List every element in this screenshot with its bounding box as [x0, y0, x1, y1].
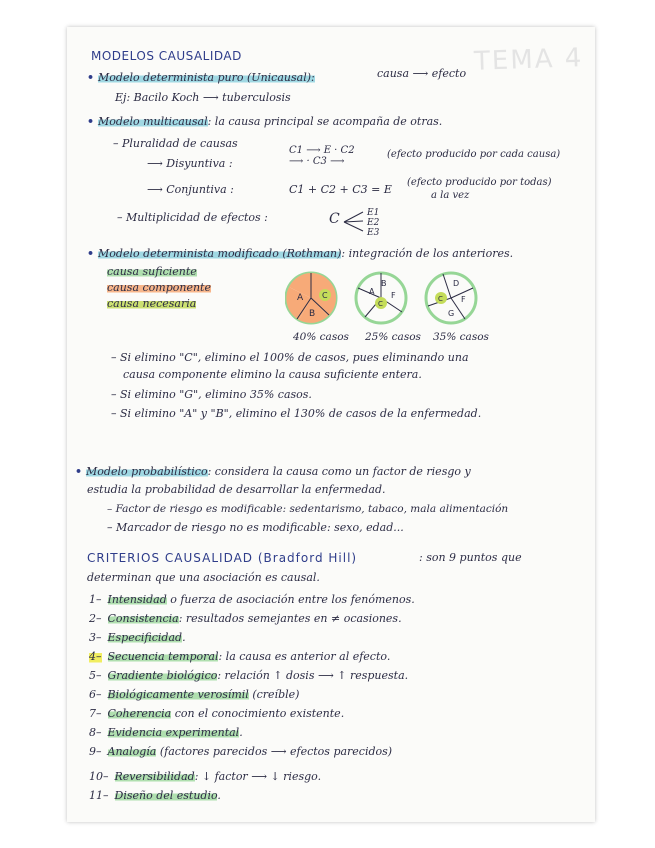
pie-3	[426, 273, 476, 323]
probabilistico-label: Modelo probabilístico	[86, 465, 208, 478]
probabilistico-text-2: estudia la probabilidad de desarrollar la enfermedad.	[87, 483, 386, 496]
criterio-term: Evidencia experimental	[107, 726, 240, 739]
bullet-icon: •	[87, 247, 95, 260]
multiplicidad-arrows-icon	[343, 207, 367, 237]
criterio-number: 4–	[89, 650, 102, 663]
marcador-riesgo: – Marcador de riesgo no es modificable: sexo, edad...	[107, 521, 404, 534]
criterio-number: 9–	[89, 745, 102, 758]
criterio-term: Biológicamente verosímil	[107, 688, 249, 701]
bullet-icon: •	[87, 115, 95, 128]
pie-1	[286, 273, 336, 323]
multiplicidad-e3: E3	[367, 228, 380, 238]
determinista-example: Ej: Bacilo Koch ⟶ tuberculosis	[115, 91, 291, 104]
criterio-term: Secuencia temporal	[107, 650, 219, 663]
criterio-term: Analogía	[107, 745, 157, 758]
probabilistico-text-1: : considera la causa como un factor de riesgo y	[207, 465, 471, 478]
pie-3-label-f: F	[461, 295, 466, 304]
disyuntiva-formula: C1 ⟶ E · C2 ⟶ · C3 ⟶	[289, 145, 355, 167]
criterio-description: .	[217, 789, 221, 802]
modificado-text: : integración de los anteriores.	[341, 247, 514, 260]
bullet-icon: •	[75, 465, 83, 478]
disyuntiva-label: ⟶ Disyuntiva :	[147, 157, 233, 170]
multiplicidad-e2: E2	[367, 218, 380, 228]
criterio-item	[89, 789, 221, 802]
modificado-line	[87, 247, 513, 260]
criterio-number: 3–	[89, 631, 102, 644]
legend-necesaria: causa necesaria	[107, 297, 197, 310]
factor-riesgo: – Factor de riesgo es modificable: sedentarismo, tabaco, mala alimentación	[107, 503, 509, 515]
criterio-description: (factores parecidos ⟶ efectos parecidos)	[156, 745, 393, 758]
pie-3-label-c: C	[438, 295, 443, 303]
criterio-description: (creíble)	[248, 688, 300, 701]
criterio-item	[89, 688, 299, 701]
pie-1-label-b: B	[309, 309, 316, 319]
rothman-note-3: – Si elimino "A" y "B", elimino el 130% de casos de la enfermedad.	[111, 407, 482, 420]
pie-1-label-c: C	[322, 291, 328, 300]
pie-2-percent: 25% casos	[365, 331, 421, 343]
criterio-term: Intensidad	[107, 593, 167, 606]
criterio-description: : la causa es anterior al efecto.	[218, 650, 391, 663]
criterio-description: o fuerza de asociación entre los fenómenos.	[166, 593, 415, 606]
criterio-description: : ↓ factor ⟶ ↓ riesgo.	[194, 770, 322, 783]
multiplicidad-cause: C	[329, 211, 340, 227]
criterio-item	[89, 631, 186, 644]
legend-componente: causa componente	[107, 281, 211, 294]
conjuntiva-label: ⟶ Conjuntiva :	[147, 183, 234, 196]
rothman-note-1a: – Si elimino "C", elimino el 100% de casos, pues eliminando una	[111, 351, 469, 364]
multicausal-text: : la causa principal se acompaña de otras.	[207, 115, 443, 128]
criterio-description: : resultados semejantes en ≠ ocasiones.	[178, 612, 402, 625]
criterio-number: 2–	[89, 612, 102, 625]
pluralidad-line: – Pluralidad de causas	[113, 137, 238, 150]
criterio-term: Coherencia	[107, 707, 172, 720]
criterio-term: Consistencia	[107, 612, 179, 625]
bleed-through-text: TEMA 4	[473, 43, 584, 77]
notebook-page	[67, 27, 595, 822]
pie-3-label-d: D	[453, 279, 460, 288]
criterio-term: Diseño del estudio	[114, 789, 218, 802]
criterio-description: con el conocimiento existente.	[171, 707, 345, 720]
criterio-item	[89, 612, 402, 625]
criterios-intro-1: : son 9 puntos que	[419, 551, 522, 564]
determinista-formula: causa ⟶ efecto	[377, 67, 467, 80]
criterio-item	[89, 745, 392, 758]
criterio-item	[89, 593, 415, 606]
criterios-intro-2: determinan que una asociación es causal.	[87, 571, 320, 584]
criterio-item	[89, 650, 390, 663]
conjuntiva-note-2: a la vez	[431, 190, 470, 201]
criterios-title: CRITERIOS CAUSALIDAD (Bradford Hill)	[87, 551, 358, 565]
pie-2	[356, 273, 406, 323]
pie-2-label-f: F	[391, 291, 396, 300]
rothman-note-1b: causa componente elimino la causa suficiente entera.	[123, 368, 422, 381]
criterio-item	[89, 669, 408, 682]
determinista-line	[87, 71, 315, 84]
criterio-description: .	[239, 726, 243, 739]
pie-3-label-g: G	[448, 309, 455, 318]
multicausal-line	[87, 115, 442, 128]
criterio-term: Reversibilidad	[114, 770, 195, 783]
disyuntiva-note: (efecto producido por cada causa)	[387, 149, 561, 160]
legend-suficiente: causa suficiente	[107, 265, 197, 278]
probabilistico-line	[75, 465, 471, 478]
criterio-number: 8–	[89, 726, 102, 739]
criterio-description: : relación ↑ dosis ⟶ ↑ respuesta.	[217, 669, 409, 682]
pie-1-percent: 40% casos	[293, 331, 349, 343]
pie-2-label-a: A	[369, 287, 375, 296]
pie-1-label-a: A	[297, 293, 304, 303]
multicausal-label: Modelo multicausal	[98, 115, 208, 128]
criterio-number: 6–	[89, 688, 102, 701]
criterio-term: Especificidad	[107, 631, 183, 644]
conjuntiva-formula: C1 + C2 + C3 = E	[289, 183, 392, 196]
criterio-number: 11–	[89, 789, 109, 802]
conjuntiva-note-1: (efecto producido por todas)	[407, 177, 552, 188]
pie-2-label-b: B	[381, 279, 387, 288]
criterio-item	[89, 707, 344, 720]
rothman-note-2: – Si elimino "G", elimino 35% casos.	[111, 388, 312, 401]
criterio-number: 10–	[89, 770, 109, 783]
determinista-label: Modelo determinista puro (Unicausal):	[98, 71, 315, 84]
bullet-icon: •	[87, 71, 95, 84]
criterio-item	[89, 770, 321, 783]
multiplicidad-label: – Multiplicidad de efectos :	[117, 211, 268, 224]
criterio-number: 1–	[89, 593, 102, 606]
criterio-item	[89, 726, 243, 739]
causal-pies-diagram	[285, 270, 485, 326]
criterio-number: 7–	[89, 707, 102, 720]
criterio-number: 5–	[89, 669, 102, 682]
criterio-term: Gradiente biológico	[107, 669, 218, 682]
pie-2-label-c: C	[378, 300, 383, 308]
page-title: MODELOS CAUSALIDAD	[91, 49, 242, 63]
criterio-description: .	[182, 631, 186, 644]
modificado-label: Modelo determinista modificado (Rothman)	[98, 247, 342, 260]
multiplicidad-e1: E1	[367, 208, 380, 218]
pie-3-percent: 35% casos	[433, 331, 489, 343]
